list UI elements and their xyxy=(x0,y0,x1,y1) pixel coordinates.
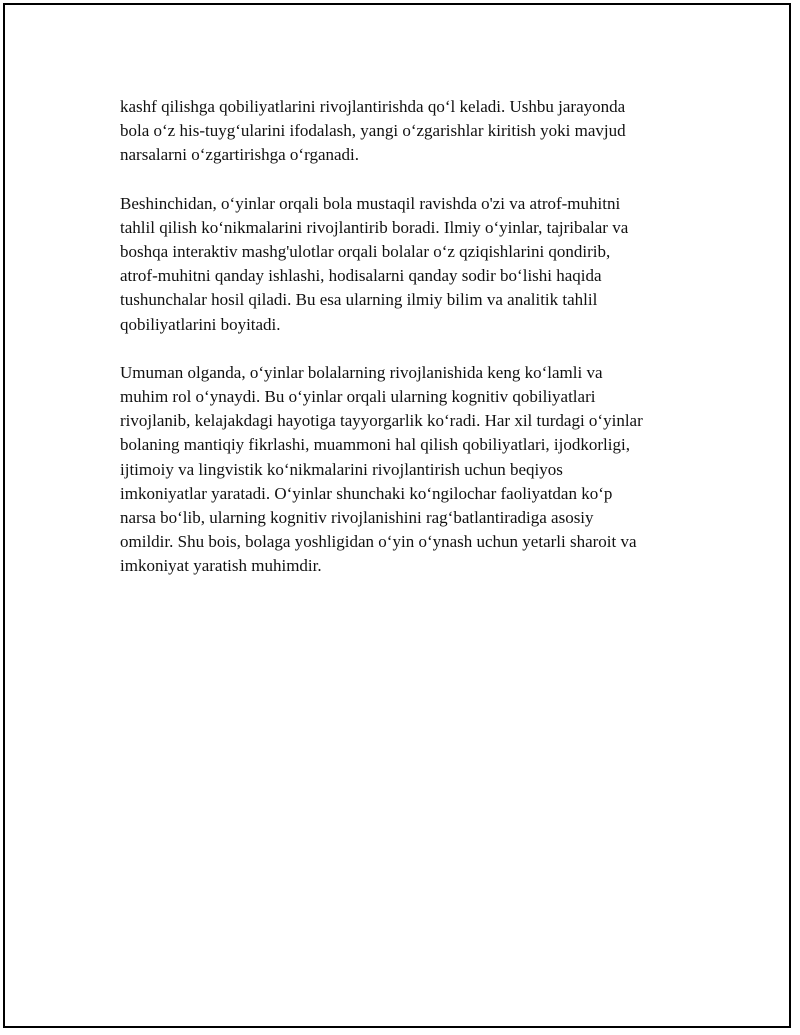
paragraph-line: boshqa interaktiv mashg'ulotlar orqali bolalar o‘z qziqishlarini qondirib, xyxy=(120,242,611,262)
document-page xyxy=(3,3,791,1028)
paragraph-line: qobiliyatlarini boyitadi. xyxy=(120,314,281,334)
paragraph-line: bolaning mantiqiy fikrlashi, muammoni hal qilish qobiliyatlari, ijodkorligi, xyxy=(120,435,630,455)
paragraph-1 xyxy=(120,95,700,168)
paragraph-line: ijtimoiy va lingvistik ko‘nikmalarini rivojlantirish uchun beqiyos xyxy=(120,459,563,479)
paragraph-line: bola o‘z his-tuyg‘ularini ifodalash, yangi o‘zgarishlar kiritish yoki mavjud xyxy=(120,121,626,141)
paragraph-line: Umuman olganda, o‘yinlar bolalarning rivojlanishida keng ko‘lamli va xyxy=(120,362,603,382)
paragraph-line: narsa bo‘lib, ularning kognitiv rivojlanishini rag‘batlantiradiga asosiy xyxy=(120,508,594,528)
paragraph-line: Beshinchidan, o‘yinlar orqali bola mustaqil ravishda o'zi va atrof-muhitni xyxy=(120,193,621,213)
paragraph-line: omildir. Shu bois, bolaga yoshligidan o‘yin o‘ynash uchun yetarli sharoit va xyxy=(120,532,637,552)
paragraph-line: muhim rol o‘ynaydi. Bu o‘yinlar orqali ularning kognitiv qobiliyatlari xyxy=(120,387,596,407)
paragraph-line: tushunchalar hosil qiladi. Bu esa ularning ilmiy bilim va analitik tahlil xyxy=(120,290,598,310)
paragraph-line: tahlil qilish ko‘nikmalarini rivojlantirib boradi. Ilmiy o‘yinlar, tajribalar va xyxy=(120,217,629,237)
paragraph-line: atrof-muhitni qanday ishlashi, hodisalarni qanday sodir bo‘lishi haqida xyxy=(120,266,602,286)
paragraph-line: narsalarni o‘zgartirishga o‘rganadi. xyxy=(120,145,360,165)
paragraph-line: imkoniyatlar yaratadi. O‘yinlar shunchaki ko‘ngilochar faoliyatdan ko‘p xyxy=(120,483,613,503)
paragraph-line: imkoniyat yaratish muhimdir. xyxy=(120,556,322,576)
paragraph-2 xyxy=(120,192,700,337)
paragraph-line: rivojlanib, kelajakdagi hayotiga tayyorgarlik ko‘radi. Har xil turdagi o‘yinlar xyxy=(120,411,643,431)
paragraph-line: kashf qilishga qobiliyatlarini rivojlantirishda qo‘l keladi. Ushbu jarayonda xyxy=(120,97,626,116)
paragraph-3 xyxy=(120,361,700,579)
document-body xyxy=(120,95,700,603)
